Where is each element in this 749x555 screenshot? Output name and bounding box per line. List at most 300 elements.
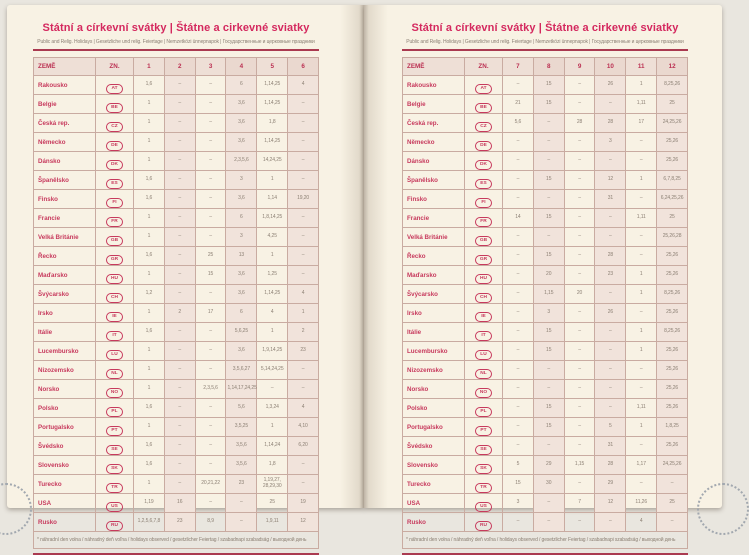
holiday-cell: 1,17 <box>626 456 657 475</box>
holiday-cell: 8,25,26 <box>657 76 688 95</box>
holiday-cell: – <box>195 76 226 95</box>
holiday-cell: 26 <box>595 76 626 95</box>
footnote-text: * náhradní den volna / náhradný deň voľna / holidays observed / gesetzlicher Feiertag / szabadnapi szabadság / выходной день <box>34 532 319 549</box>
country-code-badge: FI <box>106 198 123 208</box>
holiday-cell: 12 <box>288 513 319 532</box>
country-column-header: ZEMĚ <box>403 58 465 76</box>
holiday-cell: – <box>288 228 319 247</box>
holiday-cell: 23 <box>226 475 257 494</box>
holiday-cell: – <box>226 513 257 532</box>
holiday-cell: 1,8,14,25 <box>257 209 288 228</box>
holiday-cell: 1,19,27, 28,29,30 <box>257 475 288 494</box>
holiday-cell: 15 <box>533 399 564 418</box>
country-code-badge: FR <box>475 217 492 227</box>
holiday-cell: – <box>503 285 534 304</box>
country-code-badge: IT <box>106 331 123 341</box>
country-cell: Velká Británie <box>403 228 465 247</box>
holiday-cell: 25,26 <box>657 266 688 285</box>
table-row <box>34 418 319 437</box>
holiday-cell: – <box>564 380 595 399</box>
holiday-cell: 2 <box>288 323 319 342</box>
holiday-cell: 24,25,26 <box>657 114 688 133</box>
holiday-cell: – <box>195 399 226 418</box>
holiday-cell: 1 <box>257 247 288 266</box>
holiday-cell: – <box>564 513 595 532</box>
table-row <box>34 513 319 532</box>
country-cell: Švédsko <box>34 437 96 456</box>
holiday-cell: 20 <box>564 285 595 304</box>
holiday-cell: – <box>564 475 595 494</box>
holiday-cell: 1 <box>626 266 657 285</box>
country-code-cell <box>465 285 503 304</box>
holiday-cell: – <box>195 190 226 209</box>
country-code-badge: AT <box>106 84 123 94</box>
holiday-cell: – <box>164 456 195 475</box>
holiday-cell: 31 <box>595 190 626 209</box>
holiday-cell: 19,20 <box>288 190 319 209</box>
holiday-cell: 1 <box>257 171 288 190</box>
holiday-cell: 3,6 <box>226 342 257 361</box>
diary-page-left <box>7 5 364 543</box>
holiday-cell: 1,6 <box>134 456 165 475</box>
holiday-cell: – <box>564 342 595 361</box>
country-code-badge: SE <box>475 445 492 455</box>
holiday-cell: 3 <box>595 133 626 152</box>
holiday-cell: – <box>564 228 595 247</box>
holiday-cell: 1,6 <box>134 399 165 418</box>
country-cell: Norsko <box>34 380 96 399</box>
page-title: Státní a církevní svátky | Štátne a cirkevné sviatky <box>411 22 679 34</box>
holiday-cell: – <box>195 361 226 380</box>
holiday-cell: 23 <box>164 513 195 532</box>
country-cell: USA <box>403 494 465 513</box>
holiday-cell: – <box>533 152 564 171</box>
country-cell: Švédsko <box>403 437 465 456</box>
holiday-cell: – <box>533 513 564 532</box>
country-cell: Španělsko <box>403 171 465 190</box>
holiday-cell: 3,6 <box>226 266 257 285</box>
holiday-cell: 4 <box>626 513 657 532</box>
holiday-cell: – <box>288 475 319 494</box>
holiday-cell: 1 <box>134 95 165 114</box>
country-code-cell <box>96 152 134 171</box>
country-code-cell <box>465 323 503 342</box>
holiday-cell: 1,6 <box>134 190 165 209</box>
holiday-cell: 17 <box>195 304 226 323</box>
holiday-cell: – <box>503 133 534 152</box>
holiday-cell: 1 <box>134 114 165 133</box>
header-row <box>34 58 319 76</box>
country-cell: Portugalsko <box>34 418 96 437</box>
holiday-cell: 25 <box>257 494 288 513</box>
country-code-cell <box>465 456 503 475</box>
table-footer <box>403 532 688 549</box>
holiday-cell: – <box>164 228 195 247</box>
holiday-cell: 1,8,25 <box>657 418 688 437</box>
country-code-cell <box>96 76 134 95</box>
holiday-cell: – <box>503 247 534 266</box>
holiday-cell: 16 <box>164 494 195 513</box>
month-column-header: 10 <box>595 58 626 76</box>
holiday-cell: – <box>164 247 195 266</box>
holiday-cell: 20 <box>533 266 564 285</box>
holiday-cell: 25,26 <box>657 152 688 171</box>
holiday-cell: 4 <box>288 76 319 95</box>
table-body <box>34 76 319 532</box>
holiday-cell: 1 <box>626 285 657 304</box>
country-cell: Velká Británie <box>34 228 96 247</box>
holiday-cell: – <box>595 285 626 304</box>
country-cell: Rakousko <box>403 76 465 95</box>
holiday-cell: 1 <box>134 152 165 171</box>
country-cell: USA <box>34 494 96 513</box>
country-cell: Řecko <box>403 247 465 266</box>
holiday-cell: – <box>564 323 595 342</box>
holiday-cell: 1 <box>134 266 165 285</box>
holiday-cell: – <box>595 380 626 399</box>
holiday-cell: 1 <box>288 304 319 323</box>
table-row <box>403 228 688 247</box>
country-code-cell <box>96 304 134 323</box>
country-code-cell <box>465 190 503 209</box>
holiday-cell: – <box>164 95 195 114</box>
holiday-cell: – <box>595 209 626 228</box>
country-code-cell <box>465 475 503 494</box>
holiday-cell: – <box>195 171 226 190</box>
country-cell: Švýcarsko <box>34 285 96 304</box>
table-row <box>34 228 319 247</box>
country-code-cell <box>465 380 503 399</box>
holiday-cell: 1 <box>134 475 165 494</box>
holiday-cell: – <box>626 190 657 209</box>
holiday-cell: – <box>195 456 226 475</box>
holiday-cell: – <box>503 171 534 190</box>
holiday-cell: 25,26 <box>657 133 688 152</box>
holiday-cell: – <box>533 114 564 133</box>
holiday-cell: 5,6,25 <box>226 323 257 342</box>
table-row <box>34 437 319 456</box>
table-row <box>34 304 319 323</box>
holiday-cell: – <box>288 456 319 475</box>
holiday-cell: 25,26,28 <box>657 228 688 247</box>
holiday-cell: – <box>164 380 195 399</box>
holiday-cell: 12 <box>595 494 626 513</box>
country-code-cell <box>96 171 134 190</box>
table-row <box>403 152 688 171</box>
holiday-cell: – <box>595 513 626 532</box>
diary-page-right <box>364 5 722 543</box>
holiday-cell: 28 <box>595 114 626 133</box>
country-cell: Irsko <box>403 304 465 323</box>
holiday-cell: 3,6 <box>226 95 257 114</box>
holiday-cell: – <box>164 133 195 152</box>
country-cell: Rakousko <box>34 76 96 95</box>
country-cell: Německo <box>403 133 465 152</box>
holiday-cell: – <box>595 152 626 171</box>
country-code-cell <box>96 494 134 513</box>
table-row <box>34 266 319 285</box>
holiday-cell: 3,5,6 <box>226 456 257 475</box>
country-code-cell <box>465 209 503 228</box>
holiday-cell: – <box>503 228 534 247</box>
holiday-cell: – <box>164 323 195 342</box>
country-cell: Dánsko <box>34 152 96 171</box>
holiday-cell: – <box>195 228 226 247</box>
holiday-cell: – <box>503 304 534 323</box>
country-code-cell <box>96 399 134 418</box>
country-code-cell <box>465 494 503 513</box>
holiday-cell: 15 <box>533 95 564 114</box>
holiday-cell: – <box>164 361 195 380</box>
country-code-badge: IT <box>475 331 492 341</box>
country-code-badge: US <box>475 502 492 512</box>
holiday-cell: 28 <box>564 114 595 133</box>
holiday-cell: – <box>288 209 319 228</box>
country-code-cell <box>96 475 134 494</box>
country-code-badge: NL <box>106 369 123 379</box>
page-content-left <box>33 21 319 555</box>
holiday-cell: – <box>533 228 564 247</box>
table-row <box>403 437 688 456</box>
holiday-cell: – <box>626 247 657 266</box>
holiday-cell: – <box>503 266 534 285</box>
holiday-cell: – <box>288 95 319 114</box>
holiday-cell: 6,24,25,26 <box>657 190 688 209</box>
country-code-cell <box>96 247 134 266</box>
holiday-cell: – <box>564 95 595 114</box>
holiday-cell: – <box>533 494 564 513</box>
country-cell: Finsko <box>34 190 96 209</box>
country-cell: Španělsko <box>34 171 96 190</box>
table-row <box>403 114 688 133</box>
table-row <box>403 266 688 285</box>
holiday-cell: – <box>564 437 595 456</box>
country-code-badge: BE <box>475 103 492 113</box>
month-column-header: 9 <box>564 58 595 76</box>
holiday-cell: – <box>195 95 226 114</box>
holiday-cell: 1 <box>626 323 657 342</box>
country-code-badge: TR <box>106 483 123 493</box>
holiday-cell: – <box>195 133 226 152</box>
top-rule <box>402 49 688 51</box>
holiday-cell: – <box>195 437 226 456</box>
holiday-cell: 25 <box>195 247 226 266</box>
holiday-cell: 1,2 <box>134 285 165 304</box>
holiday-cell: – <box>595 228 626 247</box>
holiday-cell: 1,6 <box>134 171 165 190</box>
country-code-badge: FI <box>475 198 492 208</box>
holiday-cell: 1,14,17,24,25 <box>226 380 257 399</box>
month-column-header: 2 <box>164 58 195 76</box>
country-cell: Nizozemsko <box>34 361 96 380</box>
holiday-cell: 15 <box>533 209 564 228</box>
country-cell: Itálie <box>34 323 96 342</box>
holiday-cell: – <box>626 475 657 494</box>
table-row <box>34 247 319 266</box>
holiday-cell: 1,8 <box>257 114 288 133</box>
holiday-cell: – <box>564 266 595 285</box>
holiday-cell: 31 <box>595 437 626 456</box>
holiday-cell: 1 <box>626 342 657 361</box>
holiday-cell: – <box>164 437 195 456</box>
footnote-row <box>403 532 688 549</box>
holiday-cell: 15 <box>533 247 564 266</box>
holiday-cell: 1,14,25 <box>257 76 288 95</box>
table-row <box>34 95 319 114</box>
country-code-cell <box>465 152 503 171</box>
country-code-cell <box>96 380 134 399</box>
holiday-cell: 1 <box>134 361 165 380</box>
country-code-badge: US <box>106 502 123 512</box>
holiday-cell: 6,20 <box>288 437 319 456</box>
holiday-cell: 1,14,25 <box>257 285 288 304</box>
holiday-cell: 15 <box>533 323 564 342</box>
footnote-row <box>34 532 319 549</box>
holiday-cell: 29 <box>595 475 626 494</box>
holiday-cell: 21 <box>503 95 534 114</box>
holiday-cell: 1,9,14,25 <box>257 342 288 361</box>
table-row <box>34 190 319 209</box>
holiday-cell: 1,3,24 <box>257 399 288 418</box>
holiday-cell: 6 <box>226 209 257 228</box>
holiday-cell: – <box>626 361 657 380</box>
country-code-cell <box>465 171 503 190</box>
holiday-cell: 3,6 <box>226 285 257 304</box>
country-code-cell <box>96 133 134 152</box>
country-cell: Dánsko <box>403 152 465 171</box>
country-cell: Česká rep. <box>34 114 96 133</box>
country-code-cell <box>465 133 503 152</box>
country-code-badge: LU <box>106 350 123 360</box>
holiday-cell: 1 <box>257 323 288 342</box>
country-cell: Francie <box>403 209 465 228</box>
holiday-cell: 1 <box>626 171 657 190</box>
country-code-badge: HU <box>106 274 123 284</box>
holiday-cell: – <box>564 76 595 95</box>
holiday-cell: – <box>533 190 564 209</box>
holiday-cell: 13 <box>226 247 257 266</box>
holiday-cell: 2,3,5,6 <box>195 380 226 399</box>
country-code-cell <box>465 304 503 323</box>
holiday-cell: – <box>564 418 595 437</box>
holiday-cell: 14 <box>503 209 534 228</box>
holidays-table-left <box>33 57 319 549</box>
country-code-badge: ES <box>106 179 123 189</box>
holiday-cell: – <box>564 133 595 152</box>
holiday-cell: 1,6 <box>134 76 165 95</box>
country-code-cell <box>96 228 134 247</box>
holiday-cell: 25,26 <box>657 247 688 266</box>
country-code-badge: NO <box>106 388 123 398</box>
holiday-cell: 25 <box>657 95 688 114</box>
holiday-cell: 3,6 <box>226 133 257 152</box>
holiday-cell: – <box>164 190 195 209</box>
corner-dots-decoration <box>0 483 32 535</box>
holiday-cell: 1,14,25 <box>257 133 288 152</box>
holiday-cell: 24,25,26 <box>657 456 688 475</box>
holiday-cell: 3,5,25 <box>226 418 257 437</box>
country-code-badge: DK <box>106 160 123 170</box>
table-row <box>403 323 688 342</box>
holiday-cell: – <box>164 114 195 133</box>
holiday-cell: 1,11 <box>626 95 657 114</box>
holiday-cell: – <box>564 304 595 323</box>
country-cell: Slovensko <box>403 456 465 475</box>
holiday-cell: 4 <box>257 304 288 323</box>
country-code-badge: CH <box>106 293 123 303</box>
country-code-cell <box>465 513 503 532</box>
holiday-cell: 1,14,25 <box>257 95 288 114</box>
holiday-cell: – <box>195 285 226 304</box>
holiday-cell: – <box>564 190 595 209</box>
table-row <box>403 171 688 190</box>
holiday-cell: 1,15 <box>533 285 564 304</box>
holiday-cell: – <box>226 494 257 513</box>
holiday-cell: 1,2,5,6,7,8 <box>134 513 165 532</box>
holiday-cell: – <box>503 190 534 209</box>
holiday-cell: 1 <box>134 380 165 399</box>
holiday-cell: 15 <box>533 418 564 437</box>
holiday-cell: 1 <box>134 304 165 323</box>
holiday-cell: – <box>564 152 595 171</box>
country-code-badge: PL <box>475 407 492 417</box>
holiday-cell: – <box>657 513 688 532</box>
country-cell: Francie <box>34 209 96 228</box>
holiday-cell: 15 <box>533 342 564 361</box>
table-row <box>403 475 688 494</box>
table-row <box>34 456 319 475</box>
holiday-cell: – <box>595 95 626 114</box>
holiday-cell: – <box>564 361 595 380</box>
table-row <box>403 513 688 532</box>
table-row <box>34 76 319 95</box>
table-row <box>403 494 688 513</box>
country-code-cell <box>465 399 503 418</box>
country-code-badge: AT <box>475 84 492 94</box>
holiday-cell: 1,11 <box>626 399 657 418</box>
holiday-cell: 1 <box>626 76 657 95</box>
holiday-cell: 29 <box>533 456 564 475</box>
holiday-cell: 15 <box>503 475 534 494</box>
holiday-cell: 25,26 <box>657 380 688 399</box>
table-row <box>34 285 319 304</box>
holiday-cell: – <box>288 152 319 171</box>
country-code-cell <box>96 418 134 437</box>
holiday-cell: – <box>164 209 195 228</box>
country-code-cell <box>465 437 503 456</box>
table-row <box>34 361 319 380</box>
holiday-cell: – <box>626 228 657 247</box>
holiday-cell: 1 <box>134 418 165 437</box>
holiday-cell: 8,25,26 <box>657 323 688 342</box>
country-code-badge: BE <box>106 103 123 113</box>
table-row <box>403 418 688 437</box>
holiday-cell: 1,9,11 <box>257 513 288 532</box>
holiday-cell: 30 <box>533 475 564 494</box>
holiday-cell: – <box>195 494 226 513</box>
table-row <box>34 171 319 190</box>
holiday-cell: – <box>288 171 319 190</box>
holiday-cell: – <box>503 418 534 437</box>
holiday-cell: 4 <box>288 399 319 418</box>
holiday-cell: – <box>595 361 626 380</box>
table-row <box>403 95 688 114</box>
country-code-badge: CZ <box>106 122 123 132</box>
holiday-cell: – <box>164 152 195 171</box>
holiday-cell: 1 <box>134 228 165 247</box>
holiday-cell: 15 <box>533 76 564 95</box>
country-code-badge: GB <box>475 236 492 246</box>
